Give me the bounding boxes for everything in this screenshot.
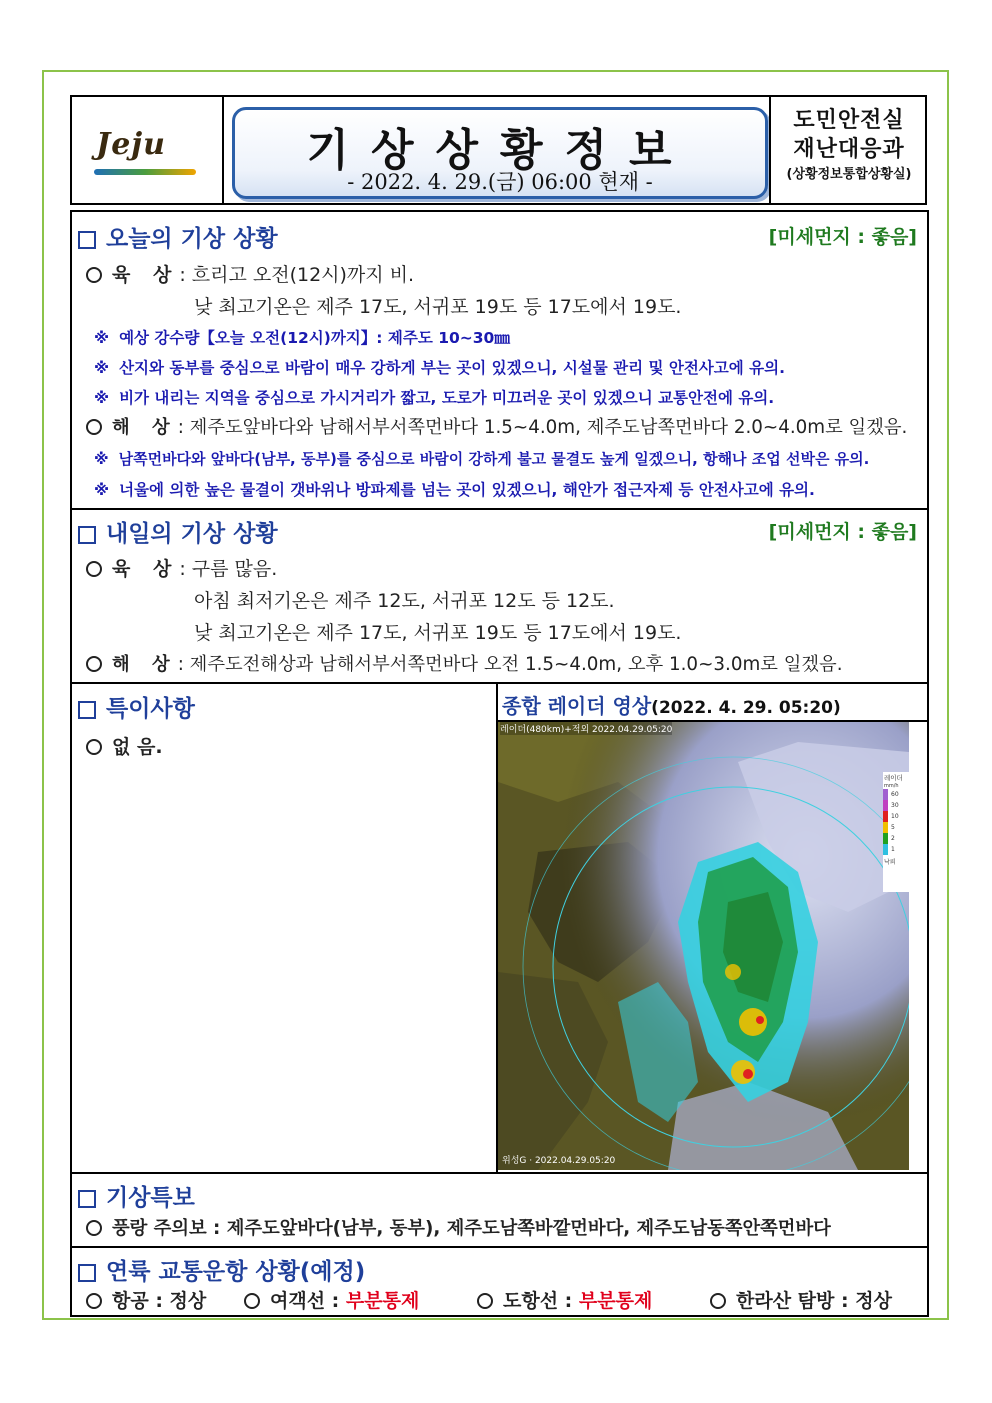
note-visibility [94, 386, 774, 408]
circle-bullet-icon [244, 1293, 260, 1309]
legend-swatch [883, 800, 888, 811]
hallasan-status: 정상 [855, 1290, 892, 1312]
circle-bullet-icon [86, 739, 102, 755]
tomorrow-high-temp: 낮 최고기온은 제주 17도, 서귀포 19도 등 17도에서 19도. [194, 622, 682, 644]
note-rainfall [94, 326, 510, 348]
note-wind [94, 356, 785, 378]
transport-ferry [244, 1286, 419, 1313]
special-text: 없 음. [112, 736, 163, 758]
legend-item [883, 822, 909, 833]
legend-swatch [883, 811, 888, 822]
ferry-label: 여객선 : [270, 1290, 346, 1312]
section-title: 특이사항 [106, 696, 195, 722]
legend-swatch [883, 789, 888, 800]
radar-legend [883, 772, 909, 892]
section-warnings [78, 1179, 195, 1212]
division-name: 재난대응과 [793, 137, 905, 162]
sea-text: : 제주도앞바다와 남해서부서쪽먼바다 1.5~4.0m, 제주도남쪽먼바다 2.0~4.0m로 일겠음. [177, 417, 908, 438]
island-ferry-status: 부분통제 [578, 1290, 653, 1312]
sea-text: : 제주도전해상과 남해서부서쪽먼바다 오전 1.5~4.0m, 오후 1.0~3.0m로 일겠음. [177, 654, 843, 675]
radar-title [502, 690, 841, 719]
department-name: 도민안전실 [793, 108, 905, 133]
legend-swatch [883, 822, 888, 833]
air-status: 정상 [169, 1290, 207, 1312]
section-title: 내일의 기상 상황 [106, 521, 278, 547]
legend-swatch [883, 833, 888, 844]
legend-items [883, 789, 909, 855]
note-text: 남쪽먼바다와 앞바다(남부, 동부)를 중심으로 바람이 강하게 불고 물결도 높게 일겠으니, 항해나 조업 선박은 유의. [118, 450, 870, 468]
land-text: : 흐리고 오전(12시)까지 비. [179, 264, 415, 286]
legend-value: 10 [891, 813, 899, 820]
note-symbol: ※ [94, 389, 110, 407]
warning-item [86, 1214, 831, 1240]
circle-bullet-icon [86, 267, 102, 283]
radar-image [498, 722, 909, 1170]
land-label: 육 상 [112, 264, 180, 286]
transport-island-ferry [477, 1286, 652, 1313]
legend-value: 1 [891, 846, 895, 853]
report-body [70, 210, 929, 1317]
logo-swoosh [94, 169, 196, 175]
land-text: : 구름 많음. [179, 558, 278, 580]
radar-map [498, 722, 909, 1170]
checkbox-icon [78, 526, 96, 544]
divider [72, 508, 927, 510]
section-title: 기상특보 [106, 1185, 195, 1211]
air-label: 항공 : [112, 1290, 170, 1312]
radar-image-footer: 위성G · 2022.04.29.05:20 [502, 1156, 616, 1166]
hallasan-label: 한라산 탐방 : [736, 1290, 856, 1312]
today-land [86, 260, 414, 287]
land-label: 육 상 [112, 558, 180, 580]
section-transport [78, 1253, 365, 1286]
ferry-status: 부분통제 [345, 1290, 420, 1312]
section-special [78, 690, 195, 723]
transport-air [86, 1286, 206, 1313]
fine-dust-status: [미세먼지 : 좋음] [768, 521, 917, 543]
circle-bullet-icon [477, 1293, 493, 1309]
warning-text: 풍랑 주의보 : 제주도앞바다(남부, 동부), 제주도남쪽바깥먼바다, 제주도남동쪽안쪽먼바다 [112, 1218, 831, 1239]
logo-text: Jeju [96, 127, 166, 162]
report-header [70, 95, 927, 205]
page-title: 기상상황정보 [306, 125, 694, 176]
note-text: 너울에 의한 높은 물결이 갯바위나 방파제를 넘는 곳이 있겠으니, 해안가 접근자제 등 안전사고에 유의. [119, 481, 815, 499]
section-title: 오늘의 기상 상황 [106, 226, 278, 252]
circle-bullet-icon [710, 1293, 726, 1309]
circle-bullet-icon [86, 419, 102, 435]
note-text: 산지와 동부를 중심으로 바람이 매우 강하게 부는 곳이 있겠으니, 시설물 관리 및 안전사고에 유의. [119, 359, 785, 377]
radar-date: (2022. 4. 29. 05:20) [651, 698, 841, 718]
divider [72, 1172, 927, 1174]
divider [72, 1246, 927, 1248]
note-swell [94, 478, 815, 500]
radar-title-text: 종합 레이더 영상 [502, 694, 652, 718]
tomorrow-land [86, 554, 277, 581]
transport-hallasan [710, 1286, 892, 1313]
note-text: 비가 내리는 지역을 중심으로 가시거리가 짧고, 도로가 미끄러운 곳이 있겠으니 교통안전에 유의. [119, 389, 775, 407]
special-item [86, 732, 163, 759]
legend-item [883, 833, 909, 844]
legend-title: 레이더 [884, 774, 903, 782]
legend-item [883, 789, 909, 800]
today-sea [86, 413, 907, 439]
today-land-temp: 낮 최고기온은 제주 17도, 서귀포 19도 등 17도에서 19도. [194, 296, 682, 318]
checkbox-icon [78, 1264, 96, 1282]
note-symbol: ※ [94, 481, 110, 499]
checkbox-icon [78, 701, 96, 719]
report-date: - 2022. 4. 29.(금) 06:00 현재 - [347, 170, 653, 194]
circle-bullet-icon [86, 1293, 102, 1309]
sea-label: 해 상 [112, 417, 178, 438]
circle-bullet-icon [86, 1220, 102, 1236]
legend-value: 60 [891, 791, 899, 798]
legend-item [883, 800, 909, 811]
radar-image-label: 레이더(480km)+적외 2022.04.29.05:20 [500, 722, 672, 735]
tomorrow-sea [86, 650, 843, 676]
legend-value: 30 [891, 802, 899, 809]
department-box [769, 97, 927, 203]
legend-value: 2 [891, 835, 895, 842]
circle-bullet-icon [86, 561, 102, 577]
section-title: 연륙 교통운항 상황(예정) [106, 1259, 366, 1285]
jeju-logo [72, 97, 224, 203]
note-sea-wind [94, 448, 869, 469]
legend-value: 5 [891, 824, 895, 831]
checkbox-icon [78, 1190, 96, 1208]
note-symbol: ※ [94, 359, 110, 377]
office-name: (상황정보통합상황실) [786, 167, 912, 182]
note-symbol: ※ [94, 329, 110, 347]
note-text: 예상 강수량【오늘 오전(12시)까지】: 제주도 10~30㎜ [119, 329, 510, 347]
section-tomorrow [78, 515, 278, 548]
legend-item [883, 811, 909, 822]
fine-dust-status: [미세먼지 : 좋음] [768, 226, 917, 248]
section-today [78, 220, 278, 253]
legend-lightning: 낙뢰 [884, 859, 896, 866]
legend-swatch [883, 844, 888, 855]
circle-bullet-icon [86, 656, 102, 672]
sea-label: 해 상 [112, 654, 178, 675]
legend-item [883, 844, 909, 855]
checkbox-icon [78, 231, 96, 249]
divider [72, 682, 927, 684]
tomorrow-low-temp: 아침 최저기온은 제주 12도, 서귀포 12도 등 12도. [194, 590, 615, 612]
legend-unit: mm/h [884, 783, 899, 789]
island-ferry-label: 도항선 : [503, 1290, 579, 1312]
title-banner [232, 107, 768, 199]
note-symbol: ※ [94, 450, 109, 468]
